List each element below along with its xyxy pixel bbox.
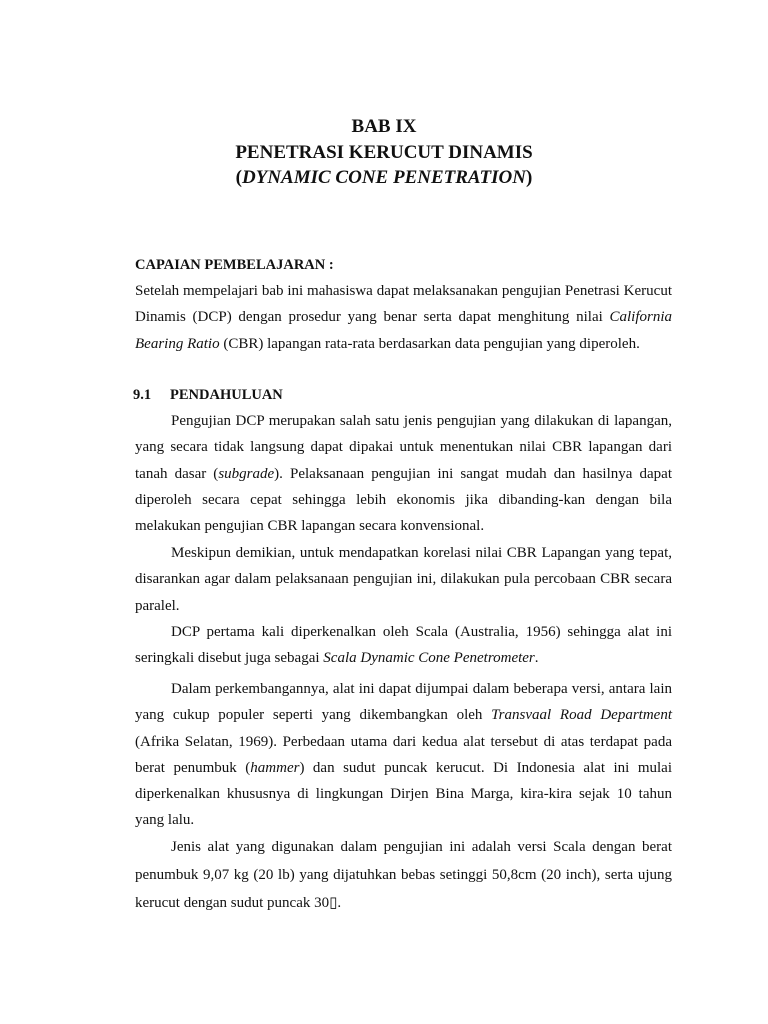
p3-part-a: DCP pertama kali diperkenalkan oleh Scala (Australia, 1956) sehingga alat ini seringkali disebut juga sebagai (135, 624, 672, 667)
learning-outcome-label: CAPAIAN PEMBELAJARAN : (135, 257, 334, 273)
subtitle-italic: DYNAMIC CONE PENETRATION (242, 167, 526, 188)
paragraph-2 (135, 540, 672, 619)
p4-part-b: (Afrika Selatan, 1969). Perbedaan utama dari kedua alat tersebut di atas terdapat pada berat penumbuk ( (135, 733, 672, 776)
paragraph-3 (135, 619, 672, 672)
paragraph-1 (135, 408, 672, 539)
p4-italic-1: Transvaal Road Department (491, 707, 672, 724)
chapter-subtitle (0, 164, 768, 192)
section-number: 9.1 (133, 387, 152, 403)
p1-italic: subgrade (218, 465, 275, 482)
learning-outcome-text (135, 252, 672, 357)
p4-italic-2: hammer (250, 759, 300, 776)
section-title: PENDAHULUAN (170, 387, 283, 403)
p2-text: Meskipun demikian, untuk mendapatkan korelasi nilai CBR Lapangan yang tepat, disarankan agar dalam pelaksanaan pengujian ini, dilakukan pula percobaan CBR secara paralel. (135, 545, 672, 614)
p4-part-c: ) dan sudut puncak kerucut. Di Indonesia alat ini mulai diperkenalkan khususnya di lingkungan Dirjen Bina Marga, kira-kira sejak 10 tahun yang lalu. (135, 759, 672, 829)
chapter-number: BAB IX (351, 116, 417, 137)
p4-part-a: Dalam perkembangannya, alat ini dapat dijumpai dalam beberapa versi, antara lain yang cukup populer seperti yang dikembangkan oleh (135, 681, 672, 724)
subtitle-close-paren: ) (526, 167, 533, 188)
capaian-text-italic: California Bearing Ratio (135, 309, 672, 352)
p5-text: Jenis alat yang digunakan dalam pengujian ini adalah versi Scala dengan berat penumbuk 9,07 kg (20 lb) yang dijatuhkan bebas setinggi 50,8cm (20 inch), serta ujung kerucut dengan sudut puncak 30▯. (135, 839, 672, 911)
p3-part-b: . (534, 650, 539, 667)
capaian-text-part2: (CBR) lapangan rata-rata berdasarkan data pengujian yang diperoleh. (219, 335, 640, 352)
paragraph-5 (135, 833, 672, 917)
p3-italic: Scala Dynamic Cone Penetrometer (323, 650, 535, 667)
p1-part-a: Pengujian DCP merupakan salah satu jenis pengujian yang dilakukan di lapangan, yang secara tidak langsung dapat dipakai untuk menentukan nilai CBR lapangan dari tanah dasar ( (135, 413, 672, 482)
subtitle-open-paren: ( (235, 167, 242, 188)
p1-part-b: ). Pelaksanaan pengujian ini sangat mudah dan hasilnya dapat diperoleh secara cepat sehingga lebih ekonomis jika dibanding-kan dengan bila melakukan pengujian CBR lapangan secara konvensional. (135, 465, 672, 535)
chapter-title: PENETRASI KERUCUT DINAMIS (235, 142, 533, 163)
capaian-text-part1: Setelah mempelajari bab ini mahasiswa dapat melaksanakan pengujian Penetrasi Kerucut Dinamis (DCP) dengan prosedur yang benar serta dapat menghitung nilai (135, 283, 672, 326)
paragraph-4 (135, 676, 672, 834)
